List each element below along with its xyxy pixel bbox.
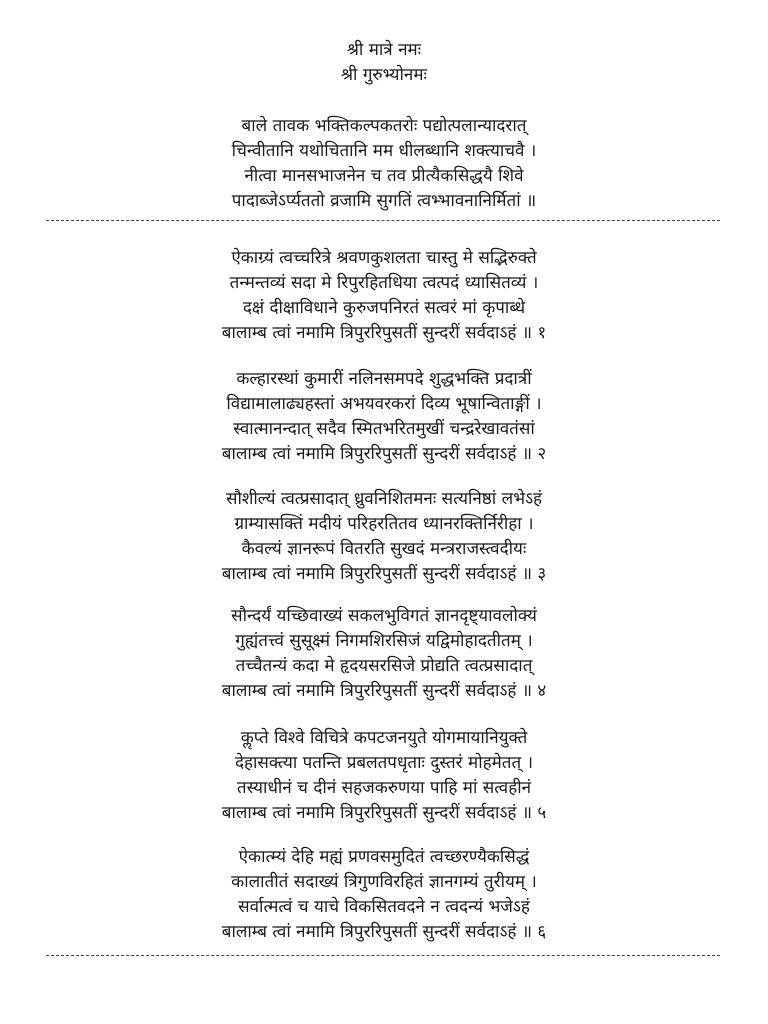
verse-line: पादाब्जेऽर्प्यततो व्रजामि सुगतिं त्वभ्भावनानिर्मितां ॥ [231,191,537,211]
verse-line: तन्मन्तव्यं सदा मे रिपुरहितधिया त्वत्पदं ध्यासितव्यं । [229,273,539,293]
verse-line: गुह्यंतत्त्वं सुसूक्ष्मं निगमशिरसिजं यद्विमोहादतीतम् । [235,631,533,651]
invocation-line: श्री मात्रे नमः [346,40,422,60]
verse-line: सौन्दर्यं यच्छिवाख्यं सकलभुविगतं ज्ञानदृष्ट्यावलोक्यं [231,606,537,626]
verse-line: दक्षं दीक्षाविधाने कुरुजपनिरतं सत्वरं मां कृपाब्धे [242,298,526,318]
section-divider [46,220,720,221]
verse-line: बालाम्ब त्वां नमामि त्रिपुररिपुसतीं सुन्दरीं सर्वदाऽहं ॥ २ [221,444,547,464]
verse-line: तस्याधीनं च दीनं सहजकरुणया पाहि मां सत्वहीनं [236,778,532,798]
invocation-header [0,38,768,88]
verse-3 [0,487,768,587]
verse-line: बालाम्ब त्वां नमामि त्रिपुररिपुसतीं सुन्दरीं सर्वदाऽहं ॥ ३ [221,564,547,584]
verse-line: ऐकात्म्यं देहि मह्यं प्रणवसमुदितं त्वच्छरण्यैकसिद्धं [238,847,530,867]
verse-line: विद्यामालाढ्यहस्तां अभयवरकरां दिव्य भूषान्विताङ्गीं । [226,394,542,414]
verse-line: बालाम्ब त्वां नमामि त्रिपुररिपुसतीं सुन्दरीं सर्वदाऽहं ॥ ६ [221,922,547,942]
intro-verse [0,114,768,214]
verse-line: चिन्वीतानि यथोचितानि मम धीलब्धानि शक्त्याचवै । [231,141,537,161]
verse-line: बालाम्ब त्वां नमामि त्रिपुररिपुसतीं सुन्दरीं सर्वदाऽहं ॥ १ [221,323,547,343]
verse-line: नीत्वा मानसभाजनेन च तव प्रीत्यैकसिद्धयै शिवे [244,166,524,186]
verse-line: देहासक्त्या पतन्ति प्रबलतपधृताः दुस्तरं मोहमेतत् । [234,753,534,773]
verse-line: स्वात्मानन्दात् सदैव स्मितभरितमुखीं चन्द्ररेखावतंसां [233,419,535,439]
verse-6 [0,845,768,945]
verse-line: कल्हारस्थां कुमारीं नलिनसमपदे शुद्धभक्ति प्रदात्रीं [236,369,532,389]
verse-5 [0,726,768,826]
invocation-line: श्री गुरुभ्योनमः [341,65,427,85]
verse-1 [0,246,768,346]
verse-line: बालाम्ब त्वां नमामि त्रिपुररिपुसतीं सुन्दरीं सर्वदाऽहं ॥ ५ [221,803,547,823]
verse-line: बाले तावक भक्तिकल्पकतरोः पद्योत्पलान्यादरात् [241,116,527,136]
verse-line: ग्राम्यासक्तिं मदीयं परिहरतितव ध्यानरक्तिर्निरीहा । [234,514,534,534]
verse-line: सौशील्यं त्वत्प्रसादात् ध्रुवनिशितमनः सत्यनिष्ठां लभेऽहं [225,489,543,509]
verse-line: कैवल्यं ज्ञानरूपं वितरति सुखदं मन्त्रराजस्त्वदीयः [241,539,527,559]
verse-2 [0,367,768,467]
verse-line: तच्चैतन्यं कदा मे हृदयसरसिजे प्रोद्यति त्वत्प्रसादात् [235,656,533,676]
verse-line: ऐकाग्र्यं त्वच्चरित्रे श्रवणकुशलता चास्तु मे सद्भिरुक्ते [231,248,537,268]
verse-4 [0,604,768,704]
verse-line: कॢप्ते विश्वे विचित्रे कपटजनयुते योगमायानियुक्ते [240,728,528,748]
verse-line: बालाम्ब त्वां नमामि त्रिपुररिपुसतीं सुन्दरीं सर्वदाऽहं ॥ ४ [221,681,547,701]
verse-line: कालातीतं सदाख्यं त्रिगुणविरहितं ज्ञानगम्यं तुरीयम् । [231,872,537,892]
section-divider [46,955,720,956]
verse-line: सर्वात्मत्वं च याचे विकसितवदने न त्वदन्यं भजेऽहं [238,897,530,917]
